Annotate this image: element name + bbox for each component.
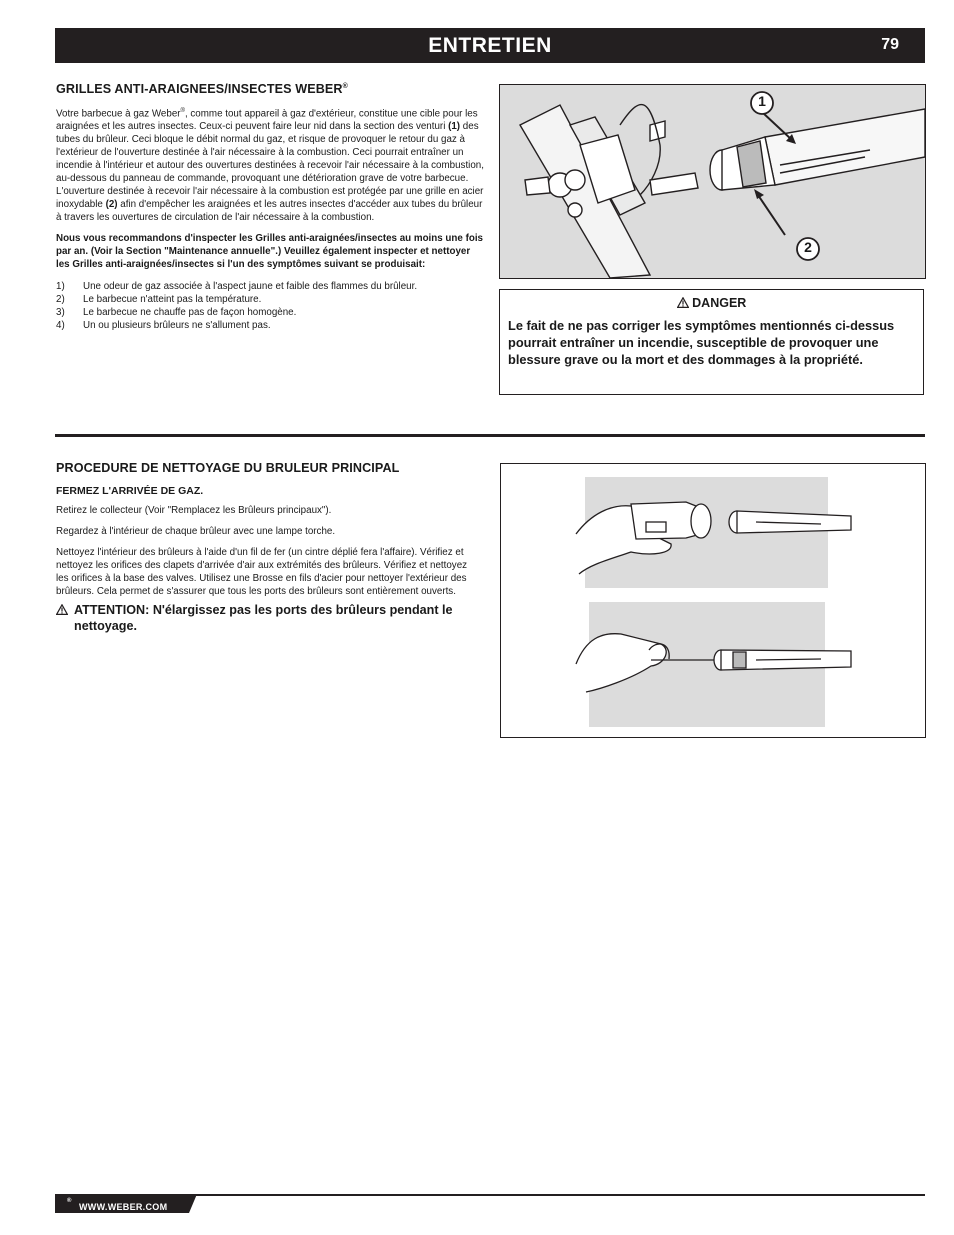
registered-mark: ®: [180, 108, 185, 114]
section-divider: [55, 434, 925, 437]
danger-title: [500, 296, 923, 310]
item-text: Le barbecue ne chauffe pas de façon homogène.: [83, 306, 297, 318]
caution-text: ATTENTION: N'élargissez pas les ports des brûleurs pendant le nettoyage.: [74, 603, 453, 634]
symptom-list: [56, 281, 484, 333]
page-number: 79: [881, 36, 899, 53]
list-item: [56, 320, 484, 333]
ref-2: (2): [105, 198, 118, 210]
item-number: 3): [56, 306, 65, 318]
section-heading: PROCEDURE DE NETTOYAGE DU BRULEUR PRINCIPAL: [56, 461, 400, 475]
paragraph: Regardez à l'intérieur de chaque brûleur avec une lampe torche.: [56, 525, 336, 537]
ref-1: (1): [448, 121, 461, 133]
page-header: [55, 28, 925, 63]
item-number: 2): [56, 294, 65, 306]
warning-triangle-icon: [56, 604, 68, 615]
footer-url-text: WWW.WEBER.COM: [79, 1202, 168, 1212]
footer-url: [67, 1198, 168, 1212]
danger-box: [499, 289, 924, 395]
burner-illustration: [500, 85, 925, 278]
intro-text-d: afin d'empêcher les araignées et les autres insectes d'accéder aux tubes du brûleur à travers les ouvertures de circulation de l'air nécessaire à la combustion.: [56, 198, 483, 223]
item-text: Le barbecue n'atteint pas la température.: [83, 294, 262, 306]
section-heading: [56, 82, 484, 96]
list-item: [56, 281, 484, 294]
intro-text-c: des tubes du brûleur. Ceci bloque le débit normal du gaz, et risque de provoquer le retour du gaz à l'extérieur de l'ouverture destinée à l'air nécessaire à la combustion. Ceci pourrait entraîner un incendie à l'intérieur et autour des ouvertures destinées à recevoir l'air nécessaire à la combustion, au-dessous du panneau de commande, provoquant une détérioration grave de votre barbecue. L'ouverture destinée à recevoir l'air nécessaire à la combustion est protégée par une grille en acier inoxydable: [56, 121, 484, 210]
caution-note: [56, 602, 478, 634]
list-item: [56, 307, 484, 320]
item-number: 1): [56, 281, 65, 293]
intro-paragraph: [56, 105, 484, 224]
figure-burner-spider-guard: [499, 84, 926, 279]
intro-text-b: , comme tout appareil à gaz d'extérieur, constitue une cible pour les araignées et les autres insectes. Ceux-ci peuvent faire leur nid dans la section des venturi: [56, 108, 478, 133]
section-heading-text: GRILLES ANTI-ARAIGNEES/INSECTES WEBER: [56, 82, 343, 96]
danger-title-text: DANGER: [692, 296, 747, 310]
callout-2: 2: [804, 239, 812, 255]
item-text: Un ou plusieurs brûleurs ne s'allument pas.: [83, 319, 271, 331]
paragraph: Nettoyez l'intérieur des brûleurs à l'aide d'un fil de fer (un cintre déplié fera l'affaire). Vérifiez et nettoyez les orifices des clapets d'arrivée d'air aux extrémités des brûleurs. Vérifiez et nettoyez les orifices à la base des valves. Utilisez une Brosse en fils d'acier pour nettoyer l'extérieur des brûleurs. Cela permet de s'assurer que tous les ports des brûleurs sont entièrement ouverts.: [56, 546, 468, 597]
item-text: Une odeur de gaz associée à l'aspect jaune et faible des flammes du brûleur.: [83, 281, 418, 293]
cleaning-illustration: [501, 464, 925, 737]
section-burner-cleaning: [56, 461, 478, 634]
section-spider-guards: [56, 82, 484, 333]
item-number: 4): [56, 319, 65, 331]
paragraph: Retirez le collecteur (Voir "Remplacez les Brûleurs principaux").: [56, 505, 332, 516]
danger-text: Le fait de ne pas corriger les symptômes mentionnés ci-dessus pourrait entraîner un incendie, susceptible de provoquer une blessure grave ou la mort et des dommages à la propriété.: [508, 318, 895, 367]
section-subheading: FERMEZ L'ARRIVÉE DE GAZ.: [56, 485, 204, 497]
footer-url-tab: [55, 1194, 197, 1213]
registered-mark: ®: [342, 82, 348, 90]
page-title: ENTRETIEN: [428, 34, 552, 57]
figure-burner-cleaning: [500, 463, 926, 738]
callout-1: 1: [758, 93, 766, 109]
caution-icon-wrap: [56, 602, 74, 634]
list-item: [56, 294, 484, 307]
registered-mark: ®: [67, 1198, 72, 1204]
warning-triangle-icon: [677, 297, 689, 308]
recommendation-paragraph: Nous vous recommandons d'inspecter les Grilles anti-araignées/insectes au moins une fois par an. (Voir la Section "Maintenance annuelle".) Veuillez également inspecter et nettoyer les Grilles anti-araignées/insectes si l'un des symptômes suivant se produisait:: [56, 233, 483, 271]
intro-text-a: Votre barbecue à gaz Weber: [56, 108, 181, 120]
